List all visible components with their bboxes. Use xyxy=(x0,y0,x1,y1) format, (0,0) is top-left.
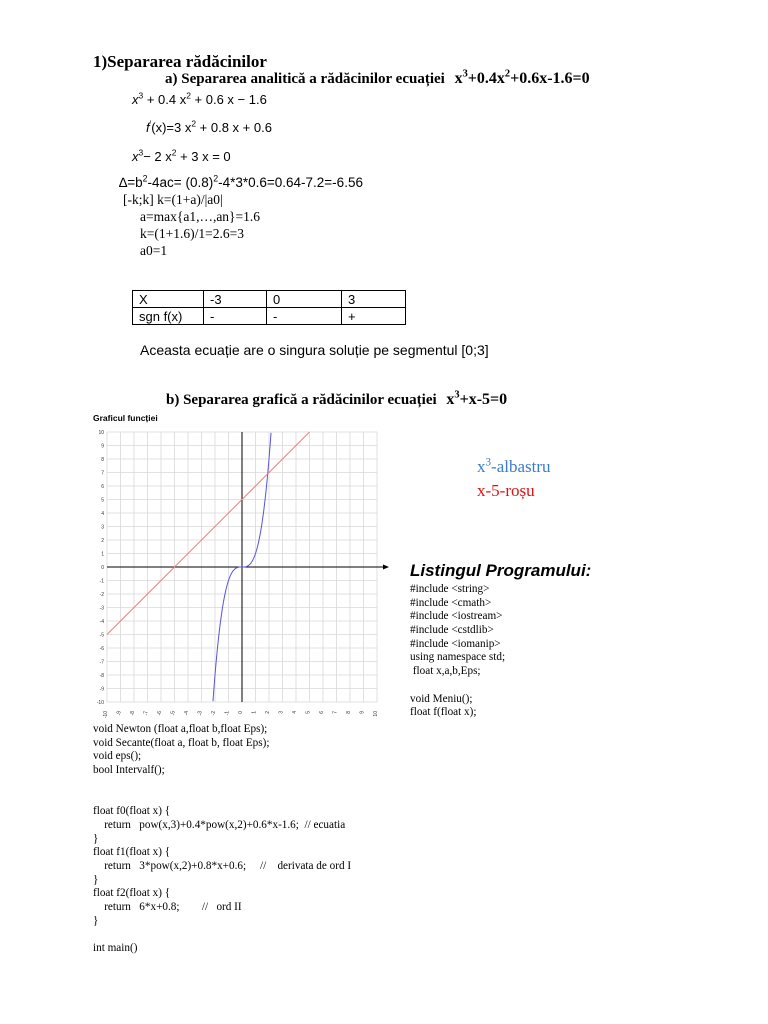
code-line: #include <iostream> xyxy=(410,610,503,623)
x-tick-label: 4 xyxy=(292,711,298,714)
y-tick-label: 10 xyxy=(98,430,104,436)
legend-blue: $x^3$-albastru xyxy=(477,456,551,476)
x-tick-label: 8 xyxy=(346,711,352,714)
a-max-line: a=max{a1,…,an}=1.6 xyxy=(140,209,261,224)
code-line xyxy=(93,778,351,792)
x-tick-label: -10 xyxy=(103,711,109,718)
y-tick-label: 2 xyxy=(101,538,104,544)
x-tick-label: 9 xyxy=(359,711,366,714)
section-title: 1)Separarea rădăcinilor xyxy=(93,52,267,71)
table-cell: - xyxy=(204,308,267,325)
code-line: using namespace std; xyxy=(410,651,506,664)
code-line: float f1(float x) { xyxy=(93,846,171,859)
a0-line: a0=1 xyxy=(140,243,168,258)
x-tick-label: -6 xyxy=(157,711,163,716)
part-a-heading xyxy=(165,70,590,88)
y-tick-label: 8 xyxy=(101,457,104,463)
code-line: return 6*x+0.8; // ord II xyxy=(93,900,242,913)
code-line: #include <iomanip> xyxy=(410,637,501,650)
code-line: float f2(float x) { xyxy=(93,887,171,900)
x-tick-label: 2 xyxy=(265,711,271,714)
part-b-heading-text: b) Separarea grafică a rădăcinilor ecuației xyxy=(166,392,437,408)
table-cell: X xyxy=(133,291,204,308)
table-cell: - xyxy=(267,308,342,325)
code-line xyxy=(93,791,351,805)
x-tick-label: -3 xyxy=(197,711,204,716)
x-tick-label: -4 xyxy=(184,711,190,716)
code-line: void Meniu(); xyxy=(410,692,473,705)
x-tick-label: 3 xyxy=(278,711,285,714)
code-line: return pow(x,3)+0.4*pow(x,2)+0.6*x-1.6; // ecuatia xyxy=(93,818,346,831)
x-tick-label: -9 xyxy=(116,711,123,716)
function-graph xyxy=(90,422,400,718)
x-tick-label: -1 xyxy=(224,711,231,716)
y-tick-label: 0 xyxy=(101,565,104,571)
code-line xyxy=(93,928,351,942)
y-tick-label: -2 xyxy=(99,592,104,598)
graph-title: Graficul funcției xyxy=(93,413,158,423)
formula-derivative: f'(x)=3 $x^2 + 0.8$ x + 0.6 xyxy=(146,118,272,135)
listing-code xyxy=(410,583,505,720)
x-tick-label: 7 xyxy=(332,711,339,714)
table-cell: 0 xyxy=(267,291,342,308)
x-axis-arrow xyxy=(383,565,389,570)
table-cell: + xyxy=(342,308,406,325)
legend-red: x-5-roșu xyxy=(477,481,535,500)
x-tick-label: 6 xyxy=(319,711,325,714)
x-tick-label: 1 xyxy=(251,711,258,714)
code-line: } xyxy=(93,832,99,845)
x-tick-label: 10 xyxy=(373,711,379,717)
table-cell: 3 xyxy=(342,291,406,308)
y-tick-label: -8 xyxy=(99,673,104,679)
code-line: #include <cstdlib> xyxy=(410,624,494,637)
x-tick-label: -7 xyxy=(143,711,150,716)
formula-polynomial: $x^3 + 0.4$ $x^2 + 0.6$ x − 1.6 xyxy=(132,90,267,107)
part-b-equation: $x^3+x-5=0$ xyxy=(446,389,508,408)
y-tick-label: 3 xyxy=(101,524,104,531)
part-a-equation: $x^3+0.4x^2+0.6x-1.6=0$ xyxy=(454,68,590,87)
y-tick-label: -5 xyxy=(99,632,104,639)
y-tick-label: 5 xyxy=(101,497,104,504)
x-tick-label: -2 xyxy=(211,711,217,716)
table-cell: -3 xyxy=(204,291,267,308)
y-tick-label: -10 xyxy=(96,700,104,706)
table-row xyxy=(133,308,406,325)
code-line: } xyxy=(93,914,99,927)
code-line: return 3*pow(x,2)+0.8*x+0.6; // derivata de ord I xyxy=(93,859,352,872)
y-tick-label: -9 xyxy=(99,686,104,693)
y-tick-label: -7 xyxy=(99,659,104,666)
code-line: float f0(float x) { xyxy=(93,805,171,818)
table-cell: sgn f(x) xyxy=(133,308,204,325)
part-b-heading xyxy=(166,391,507,409)
code-line: } xyxy=(93,873,99,886)
code-line: bool Intervalf(); xyxy=(93,764,165,777)
sign-table xyxy=(132,290,406,325)
k-interval-line: [-k;k] k=(1+a)/|a0| xyxy=(123,192,223,207)
y-tick-label: 9 xyxy=(101,443,104,450)
x-tick-label: -5 xyxy=(170,711,177,716)
x-tick-label: 0 xyxy=(238,711,244,714)
code-line: float x,a,b,Eps; xyxy=(410,665,481,678)
k-value-line: k=(1+1.6)/1=2.6=3 xyxy=(140,226,244,241)
code-block xyxy=(93,723,351,956)
y-tick-label: -4 xyxy=(99,619,104,625)
y-tick-label: -6 xyxy=(99,646,104,652)
table-row xyxy=(133,291,406,308)
code-line: void eps(); xyxy=(93,750,142,763)
y-tick-label: -3 xyxy=(99,605,104,612)
x-tick-label: 5 xyxy=(305,711,312,714)
listing-title: Listingul Programului: xyxy=(410,561,592,580)
conclusion-text: Aceasta ecuație are o singura soluție pe segmentul [0;3] xyxy=(140,342,489,358)
code-line: void Secante(float a, float b, float Eps); xyxy=(93,736,270,749)
formula-cubic-zero: $x^3- 2$ $x^2 + 3$ x = 0 xyxy=(132,147,231,164)
part-a-heading-text: a) Separarea analitică a rădăcinilor ecuației xyxy=(165,71,445,87)
y-tick-label: -1 xyxy=(99,578,104,585)
delta-line: $\Delta=b^2-4ac= (0.8)^2-4*3*0.6=0.64-7.2=-6.56$ xyxy=(119,173,363,190)
y-tick-label: 1 xyxy=(101,551,104,558)
code-line xyxy=(410,679,505,693)
code-line: #include <string> xyxy=(410,583,490,595)
y-tick-label: 7 xyxy=(101,470,104,477)
code-line: void Newton (float a,float b,float Eps); xyxy=(93,723,268,735)
code-line: float f(float x); xyxy=(410,706,477,719)
y-tick-label: 4 xyxy=(101,511,104,517)
code-line: int main() xyxy=(93,942,138,954)
y-tick-label: 6 xyxy=(101,484,104,490)
x-tick-label: -8 xyxy=(130,711,136,716)
code-line: #include <cmath> xyxy=(410,596,492,609)
